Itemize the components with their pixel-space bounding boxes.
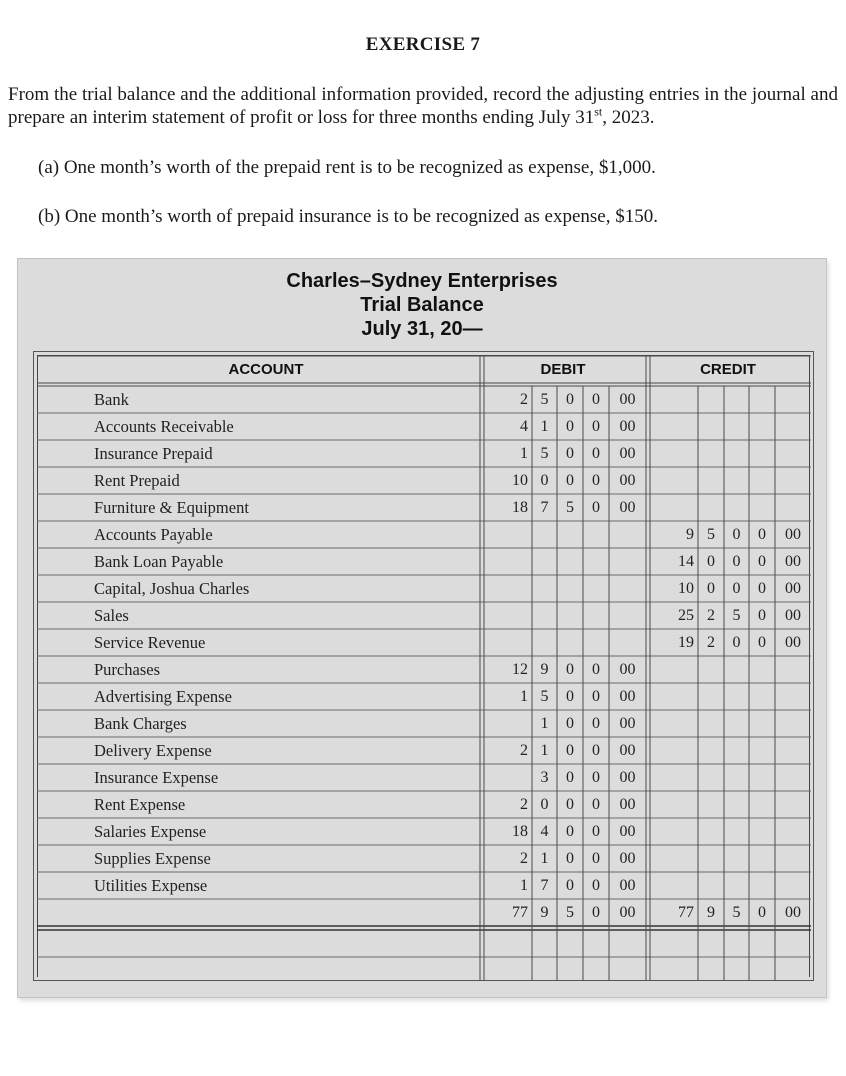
debit-digit: 7 — [540, 499, 549, 516]
debit-digit: 00 — [619, 823, 636, 840]
debit-digit: 0 — [566, 445, 574, 462]
debit-digit: 18 — [512, 499, 528, 516]
debit-digit: 0 — [592, 391, 600, 408]
debit-digit: 0 — [566, 823, 574, 840]
debit-digit: 18 — [512, 823, 528, 840]
debit-digit: 5 — [540, 688, 549, 705]
debit-digit: 4 — [540, 823, 549, 840]
debit-digit: 0 — [566, 472, 574, 489]
debit-digit: 00 — [619, 472, 636, 489]
credit-column-header: CREDIT — [700, 361, 756, 378]
account-name: Rent Expense — [94, 795, 186, 814]
credit-digit: 0 — [758, 607, 766, 624]
debit-digit: 5 — [566, 499, 574, 516]
debit-digit: 0 — [592, 661, 600, 678]
statement-date: July 31, 20— — [361, 318, 483, 340]
debit-digit: 0 — [592, 796, 600, 813]
credit-digit: 14 — [678, 553, 694, 570]
debit-digit: 0 — [566, 742, 574, 759]
debit-digit: 1 — [540, 742, 549, 759]
debit-digit — [484, 764, 532, 791]
debit-digit: 0 — [566, 877, 574, 894]
account-name: Sales — [94, 606, 129, 625]
debit-digit: 77 — [512, 904, 528, 921]
debit-digit: 0 — [592, 769, 600, 786]
credit-digit: 2 — [707, 607, 715, 624]
debit-digit: 2 — [520, 796, 528, 813]
credit-digit: 0 — [758, 634, 766, 651]
credit-digit: 00 — [785, 553, 801, 570]
debit-digit — [484, 710, 532, 737]
credit-digit: 2 — [707, 634, 715, 651]
debit-digit: 3 — [540, 769, 549, 786]
debit-digit: 00 — [619, 904, 636, 921]
debit-digit: 5 — [540, 445, 549, 462]
debit-digit: 10 — [512, 472, 528, 489]
account-name: Accounts Payable — [94, 525, 213, 544]
debit-digit: 00 — [619, 769, 636, 786]
debit-digit: 0 — [566, 715, 574, 732]
debit-digit: 1 — [540, 418, 549, 435]
debit-digit: 0 — [566, 418, 574, 435]
credit-digit: 5 — [732, 607, 741, 624]
debit-digit: 0 — [566, 850, 574, 867]
debit-digit: 4 — [520, 418, 528, 435]
debit-digit: 00 — [619, 877, 636, 894]
account-name: Accounts Receivable — [94, 417, 234, 436]
debit-digit: 0 — [540, 472, 549, 489]
account-name: Utilities Expense — [94, 876, 208, 895]
debit-digit: 0 — [566, 391, 574, 408]
company-name: Charles–Sydney Enterprises — [286, 270, 558, 292]
account-name: Advertising Expense — [94, 687, 232, 706]
debit-digit: 5 — [540, 391, 549, 408]
debit-digit: 00 — [619, 499, 636, 516]
debit-digit: 1 — [520, 877, 528, 894]
statement-title: Trial Balance — [360, 294, 484, 316]
credit-digit: 25 — [678, 607, 694, 624]
account-name: Furniture & Equipment — [94, 498, 249, 517]
debit-digit: 0 — [566, 769, 574, 786]
debit-digit: 00 — [619, 742, 636, 759]
credit-digit: 0 — [732, 634, 741, 651]
debit-digit: 2 — [520, 850, 528, 867]
credit-digit: 19 — [678, 634, 694, 651]
debit-digit: 5 — [566, 904, 574, 921]
credit-digit: 0 — [758, 526, 766, 543]
adjustment-item-b: (b) One month’s worth of prepaid insurance is to be recognized as expense, $150. — [38, 206, 658, 227]
debit-digit: 0 — [566, 796, 574, 813]
debit-digit: 9 — [540, 661, 549, 678]
account-name: Insurance Prepaid — [94, 444, 213, 463]
instructions-paragraph: From the trial balance and the additional information provided, record the adjusting entries in the journal and prepare an interim statement of profit or loss for three months ending July 31st, 2023. — [8, 84, 838, 128]
credit-digit: 77 — [678, 904, 694, 921]
credit-digit: 0 — [732, 553, 741, 570]
account-name: Purchases — [94, 660, 160, 679]
debit-digit: 00 — [619, 796, 636, 813]
credit-digit: 0 — [707, 580, 715, 597]
credit-digit: 00 — [785, 904, 801, 921]
debit-digit: 2 — [520, 391, 528, 408]
account-name: Service Revenue — [94, 633, 206, 652]
account-name: Bank — [94, 390, 129, 409]
debit-digit: 0 — [592, 472, 600, 489]
account-name: Delivery Expense — [94, 741, 212, 760]
credit-digit: 00 — [785, 580, 801, 597]
debit-digit: 1 — [540, 850, 549, 867]
debit-digit: 00 — [619, 715, 636, 732]
debit-digit: 7 — [540, 877, 549, 894]
account-name: Capital, Joshua Charles — [94, 579, 250, 598]
debit-digit: 0 — [592, 688, 600, 705]
debit-digit: 00 — [619, 445, 636, 462]
debit-digit: 00 — [619, 661, 636, 678]
credit-digit: 9 — [686, 526, 694, 543]
credit-digit: 0 — [758, 580, 766, 597]
debit-digit: 0 — [592, 877, 600, 894]
credit-digit: 0 — [732, 580, 741, 597]
debit-digit: 0 — [592, 499, 600, 516]
account-name: Rent Prepaid — [94, 471, 180, 490]
account-name: Bank Loan Payable — [94, 552, 224, 571]
debit-digit: 0 — [592, 904, 600, 921]
account-name: Bank Charges — [94, 714, 187, 733]
debit-digit: 0 — [592, 850, 600, 867]
debit-digit: 1 — [520, 688, 528, 705]
credit-digit: 00 — [785, 634, 801, 651]
credit-digit: 0 — [732, 526, 741, 543]
credit-digit: 5 — [732, 904, 741, 921]
credit-digit: 9 — [707, 904, 715, 921]
debit-digit: 1 — [520, 445, 528, 462]
credit-digit: 00 — [785, 526, 801, 543]
exercise-heading: EXERCISE 7 — [365, 34, 481, 55]
debit-digit: 0 — [592, 715, 600, 732]
account-name: Salaries Expense — [94, 822, 207, 841]
credit-digit: 0 — [758, 553, 766, 570]
debit-digit: 0 — [592, 445, 600, 462]
credit-digit: 5 — [707, 526, 715, 543]
credit-digit: 10 — [678, 580, 694, 597]
account-name: Insurance Expense — [94, 768, 219, 787]
debit-digit: 00 — [619, 418, 636, 435]
account-column-header: ACCOUNT — [228, 361, 304, 378]
debit-column-header: DEBIT — [540, 361, 586, 378]
debit-digit: 0 — [566, 688, 574, 705]
account-name: Supplies Expense — [94, 849, 211, 868]
credit-digit: 0 — [707, 553, 715, 570]
debit-digit: 2 — [520, 742, 528, 759]
debit-digit: 0 — [566, 661, 574, 678]
credit-digit: 00 — [785, 607, 801, 624]
debit-digit: 12 — [512, 661, 528, 678]
debit-digit: 9 — [540, 904, 549, 921]
debit-digit: 0 — [540, 796, 549, 813]
debit-digit: 00 — [619, 850, 636, 867]
debit-digit: 0 — [592, 742, 600, 759]
debit-digit: 0 — [592, 823, 600, 840]
adjustment-item-a: (a) One month’s worth of the prepaid rent is to be recognized as expense, $1,000. — [38, 157, 656, 178]
debit-digit: 00 — [619, 688, 636, 705]
debit-digit: 0 — [592, 418, 600, 435]
debit-digit: 00 — [619, 391, 636, 408]
debit-digit: 1 — [540, 715, 549, 732]
credit-digit: 0 — [758, 904, 766, 921]
trial-balance-card — [17, 258, 827, 998]
